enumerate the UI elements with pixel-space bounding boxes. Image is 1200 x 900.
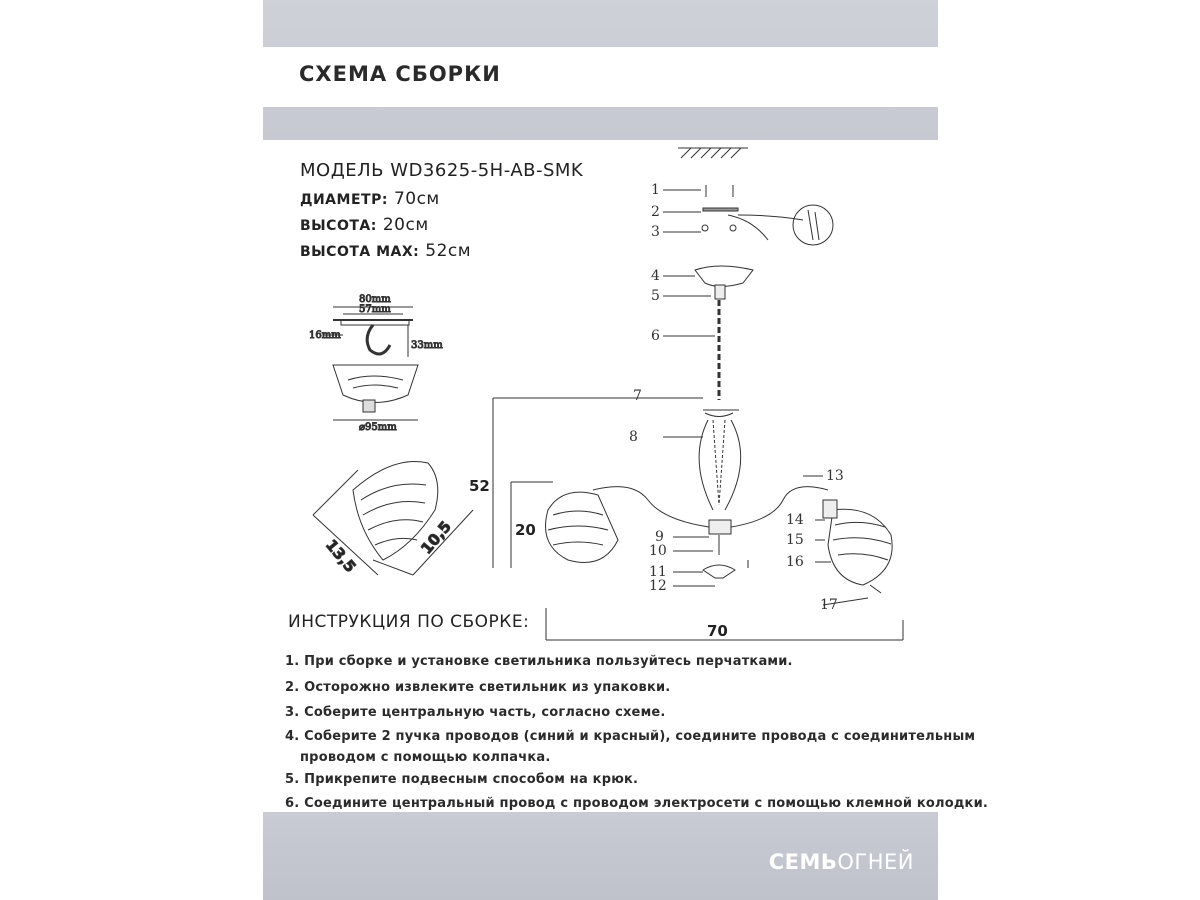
part-label-1: 1	[651, 182, 660, 198]
spec-diameter-label: ДИАМЕТР:	[300, 192, 388, 208]
part-label-16: 16	[786, 554, 804, 570]
instruction-step-6: 6. Соедините центральный провод с проводом электросети с помощью клемной колодки.	[285, 796, 989, 811]
part-label-13: 13	[826, 468, 844, 484]
part-label-4: 4	[651, 268, 660, 284]
brand-bold: СЕМЬ	[768, 850, 838, 874]
assembly-sheet	[263, 0, 989, 900]
part-label-15: 15	[786, 532, 804, 548]
shade-height-label: 10,5	[417, 517, 455, 558]
part-label-14: 14	[786, 512, 804, 528]
dim-height: 20	[515, 521, 536, 539]
spec-height-label: ВЫСОТА:	[300, 218, 377, 234]
chandelier-assembly	[493, 148, 903, 640]
part-label-8: 8	[629, 429, 638, 445]
mount-detail	[309, 294, 443, 433]
part-label-6: 6	[651, 328, 660, 344]
instruction-step-2: 2. Осторожно извлеките светильник из упаковки.	[285, 680, 671, 695]
dim-max-height: 52	[469, 477, 490, 495]
mount-diameter-label: ⌀95mm	[359, 422, 397, 433]
part-label-2: 2	[651, 204, 660, 220]
model-code: WD3625-5H-AB-SMK	[390, 160, 584, 181]
instruction-step-4-cont: проводом с помощью колпачка.	[300, 750, 551, 765]
part-label-12: 12	[649, 578, 667, 594]
shade-length-label: 13,5	[321, 536, 360, 576]
part-label-10: 10	[649, 543, 667, 559]
instruction-step-5: 5. Прикрепите подвесным способом на крюк.	[285, 772, 639, 787]
part-label-5: 5	[651, 288, 660, 304]
instructions-title: ИНСТРУКЦИЯ ПО СБОРКЕ:	[288, 612, 530, 632]
part-label-17: 17	[820, 597, 838, 613]
instruction-step-4: 4. Соберите 2 пучка проводов (синий и красный), соедините провода с соединительным	[285, 729, 976, 744]
instruction-step-3: 3. Соберите центральную часть, согласно схеме.	[285, 705, 666, 720]
mount-width-label: 80mm	[359, 294, 391, 305]
part-label-11: 11	[649, 564, 667, 580]
part-label-7: 7	[633, 388, 642, 404]
mount-height-label: 33mm	[411, 340, 443, 351]
dim-diameter: 70	[707, 622, 728, 640]
part-labels	[469, 182, 844, 640]
spec-diameter-value: 70см	[393, 189, 440, 209]
model-label: МОДЕЛЬ	[300, 160, 385, 181]
mount-inner-label: 57mm	[359, 304, 391, 315]
spec-max-height-label: ВЫСОТА MAX:	[300, 244, 420, 260]
part-label-9: 9	[655, 529, 664, 545]
part-label-3: 3	[651, 224, 660, 240]
shade-detail	[313, 462, 473, 576]
brand-light: ОГНЕЙ	[837, 850, 914, 874]
brand-logo	[769, 850, 914, 874]
page-title: СХЕМА СБОРКИ	[299, 62, 501, 86]
mount-left-label: 16mm	[309, 330, 341, 341]
spec-height-value: 20см	[382, 215, 429, 235]
spec-max-height-value: 52см	[425, 241, 472, 261]
instruction-step-1: 1. При сборке и установке светильника пользуйтесь перчатками.	[285, 654, 793, 669]
